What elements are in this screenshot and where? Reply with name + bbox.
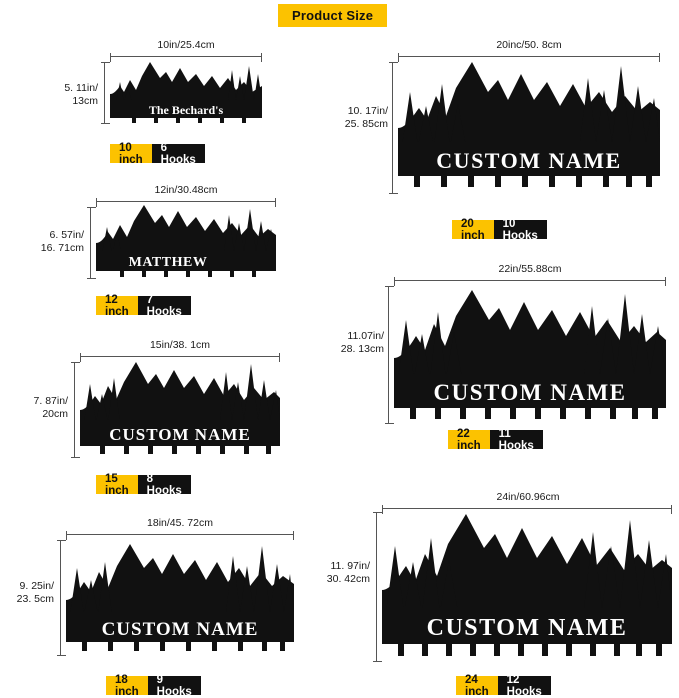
height-label-20-line2: 25. 85cm	[344, 118, 388, 131]
badge-hooks-20: 10 Hooks	[494, 220, 547, 239]
badge-size-20: 20 inch	[452, 220, 494, 239]
width-label-10: 10in/25.4cm	[157, 39, 215, 51]
badge-size-10: 10 inch	[110, 144, 152, 163]
width-label-15: 15in/38. 1cm	[149, 339, 211, 351]
hook-rack-art-12	[96, 201, 276, 281]
rack-name-22: CUSTOM NAME	[433, 380, 627, 405]
height-label-22-line2: 28. 13cm	[340, 343, 384, 356]
height-label-12-line2: 16. 71cm	[40, 242, 84, 255]
width-label-24: 24in/60.96cm	[496, 491, 560, 503]
height-label-12-line1: 6. 57in/	[49, 229, 84, 241]
rack-name-10: The Bechard's	[148, 103, 224, 117]
height-label-10-line2: 13cm	[72, 95, 98, 108]
height-dimension-line-15	[74, 362, 75, 458]
badge-hooks-24: 12 Hooks	[498, 676, 551, 695]
badge-12	[96, 293, 191, 318]
height-label-24-line2: 30. 42cm	[326, 573, 370, 586]
height-dimension-line-12	[90, 207, 91, 279]
badge-size-12: 12 inch	[96, 296, 138, 315]
height-label-18-line1: 9. 25in/	[19, 580, 54, 592]
badge-hooks-22: 11 Hooks	[490, 430, 543, 449]
badge-24	[456, 673, 551, 698]
height-dimension-line-18	[60, 540, 61, 656]
hook-rack-art-20	[398, 58, 660, 198]
width-dimension-line-18	[66, 534, 294, 535]
badge-size-24: 24 inch	[456, 676, 498, 695]
height-dimension-line-22	[388, 286, 389, 424]
hook-rack-art-15	[80, 356, 280, 460]
height-label-12	[20, 229, 84, 255]
rack-name-18: CUSTOM NAME	[101, 619, 259, 640]
badge-22	[448, 427, 543, 452]
height-label-15-line1: 7. 87in/	[33, 395, 68, 407]
badge-hooks-12: 7 Hooks	[138, 296, 191, 315]
badge-20	[452, 217, 547, 242]
page-title: Product Size	[278, 4, 387, 27]
height-label-22	[326, 330, 384, 356]
height-label-20	[330, 105, 388, 131]
hook-rack-art-22	[394, 286, 666, 432]
rack-name-15: CUSTOM NAME	[109, 425, 251, 444]
height-label-18-line2: 23. 5cm	[16, 593, 54, 606]
width-dimension-line-24	[382, 508, 672, 509]
height-label-24-line1: 11. 97in/	[330, 560, 370, 572]
badge-hooks-10: 6 Hooks	[152, 144, 205, 163]
badge-hooks-15: 8 Hooks	[138, 475, 191, 494]
width-dimension-line-20	[398, 56, 660, 57]
badge-size-22: 22 inch	[448, 430, 490, 449]
badge-size-18: 18 inch	[106, 676, 148, 695]
badge-15	[96, 472, 191, 497]
width-label-20: 20inc/50. 8cm	[496, 39, 562, 51]
width-label-12: 12in/30.48cm	[154, 184, 218, 196]
rack-name-12: MATTHEW	[128, 255, 208, 270]
height-label-10-line1: 5. 11in/	[64, 82, 98, 94]
height-label-10	[38, 82, 98, 108]
hook-rack-art-18	[66, 538, 294, 660]
badge-18	[106, 673, 201, 698]
height-label-15	[12, 395, 68, 421]
rack-name-20: CUSTOM NAME	[436, 148, 622, 173]
badge-hooks-18: 9 Hooks	[148, 676, 201, 695]
height-dimension-line-20	[392, 62, 393, 194]
badge-size-15: 15 inch	[96, 475, 138, 494]
width-label-22: 22in/55.88cm	[498, 263, 562, 275]
height-label-22-line1: 11.07in/	[347, 330, 384, 342]
width-label-18: 18in/45. 72cm	[147, 517, 213, 529]
badge-10	[110, 141, 205, 166]
height-label-18	[0, 580, 54, 606]
rack-name-24: CUSTOM NAME	[426, 615, 628, 641]
height-label-20-line1: 10. 17in/	[347, 105, 388, 117]
height-label-15-line2: 20cm	[42, 408, 68, 421]
width-dimension-line-22	[394, 280, 666, 281]
height-dimension-line-24	[376, 512, 377, 662]
hook-rack-art-24	[382, 512, 672, 670]
hook-rack-art-10	[110, 56, 262, 124]
height-dimension-line-10	[104, 62, 105, 124]
height-label-24	[312, 560, 370, 586]
